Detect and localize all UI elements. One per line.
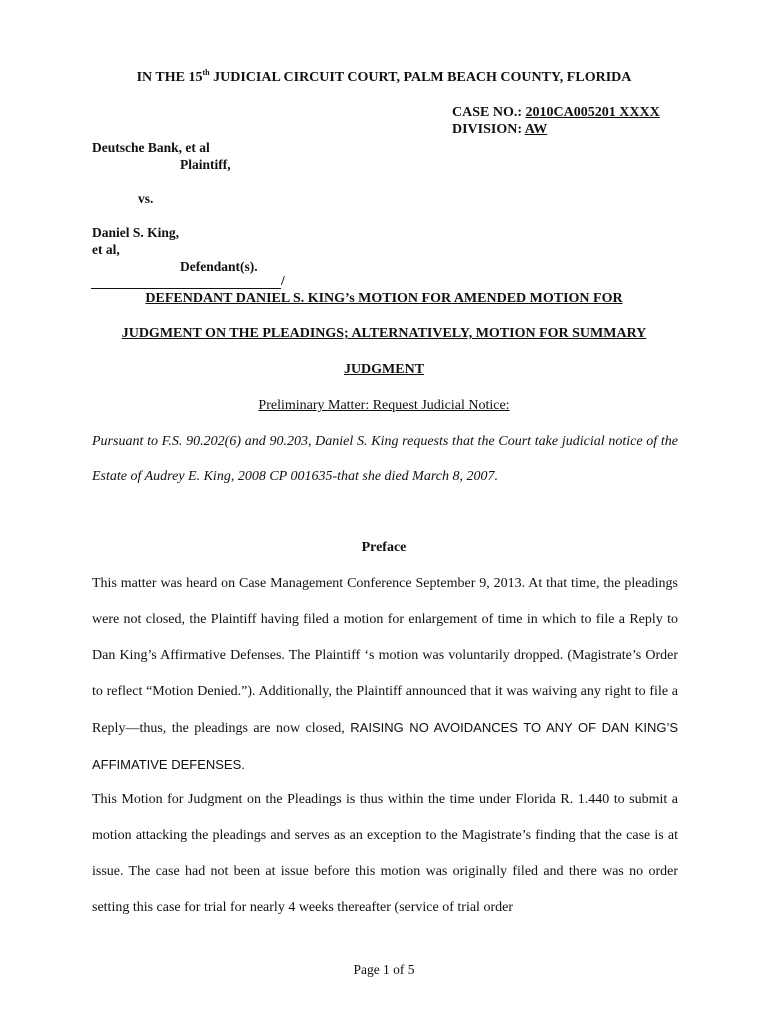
defendant-role: Defendant(s). <box>180 259 258 274</box>
preface-paragraph-2: This Motion for Judgment on the Pleadings is thus within the time under Florida R. 1.440 to submit a motion attacking the pleadings and serves as an exception to the Magistrate’s finding that the case is at issue. The case had not been at issue before this motion was originally filed and there was no order setting this case for trial for nearly 4 weeks thereafter (service of trial order <box>92 792 678 915</box>
court-title <box>0 68 768 86</box>
case-block <box>452 104 660 138</box>
preface-paragraph-1-text: This matter was heard on Case Management Conference September 9, 2013. At that time, the pleadings were not closed, the Plaintiff having filed a motion for enlargement of time in which to file a Reply to Dan King’s Affirmative Defenses. The Plaintiff ‘s motion was voluntarily dropped. (Magistrate’s Order to reflect “Motion Denied.”). Additionally, the Plaintiff announced that it was waiving any right to file a Reply—thus, the pleadings are now closed, <box>92 576 678 736</box>
preface-heading: Preface <box>361 540 407 555</box>
plaintiff-role: Plaintiff, <box>180 157 231 172</box>
page-number: Page 1 of 5 <box>353 962 415 977</box>
motion-title-line-1: DEFENDANT DANIEL S. KING’s MOTION FOR AMENDED MOTION FOR <box>145 291 623 306</box>
case-number-value: 2010CA005201 XXXX <box>525 105 660 120</box>
preliminary-text: Pursuant to F.S. 90.202(6) and 90.203, Daniel S. King requests that the Court take judicial notice of the Estate of Audrey E. King, 2008 CP 001635-that she died March 8, 2007. <box>92 434 678 484</box>
court-title-sup: th <box>202 68 210 77</box>
plaintiff-name: Deutsche Bank, et al <box>92 140 210 155</box>
caption-rule <box>91 288 281 289</box>
preliminary-heading: Preliminary Matter: Request Judicial Notice: <box>258 398 510 413</box>
court-title-prefix: IN THE 15 <box>136 70 203 85</box>
case-number-label: CASE NO.: <box>452 105 526 120</box>
motion-title-line-3: JUDGMENT <box>343 362 425 377</box>
preface-paragraph-1 <box>92 566 678 784</box>
motion-title-line-2: JUDGMENT ON THE PLEADINGS; ALTERNATIVELY, MOTION FOR SUMMARY <box>121 326 647 341</box>
defendant-name: Daniel S. King, <box>92 225 180 240</box>
defendant-etal: et al, <box>92 242 120 257</box>
division-label: DIVISION: <box>452 122 525 137</box>
division-value: AW <box>524 122 548 137</box>
court-title-suffix: JUDICIAL CIRCUIT COURT, PALM BEACH COUNTY, FLORIDA <box>209 70 632 85</box>
caption-slash: / <box>281 273 285 288</box>
case-number-line <box>452 104 660 121</box>
versus-label: vs. <box>138 191 154 206</box>
preface-paragraph-1-caps: RAISING NO AVOIDANCES TO ANY OF DAN KING’S AFFIMATIVE DEFENSES. <box>92 720 679 772</box>
division-line <box>452 121 660 138</box>
